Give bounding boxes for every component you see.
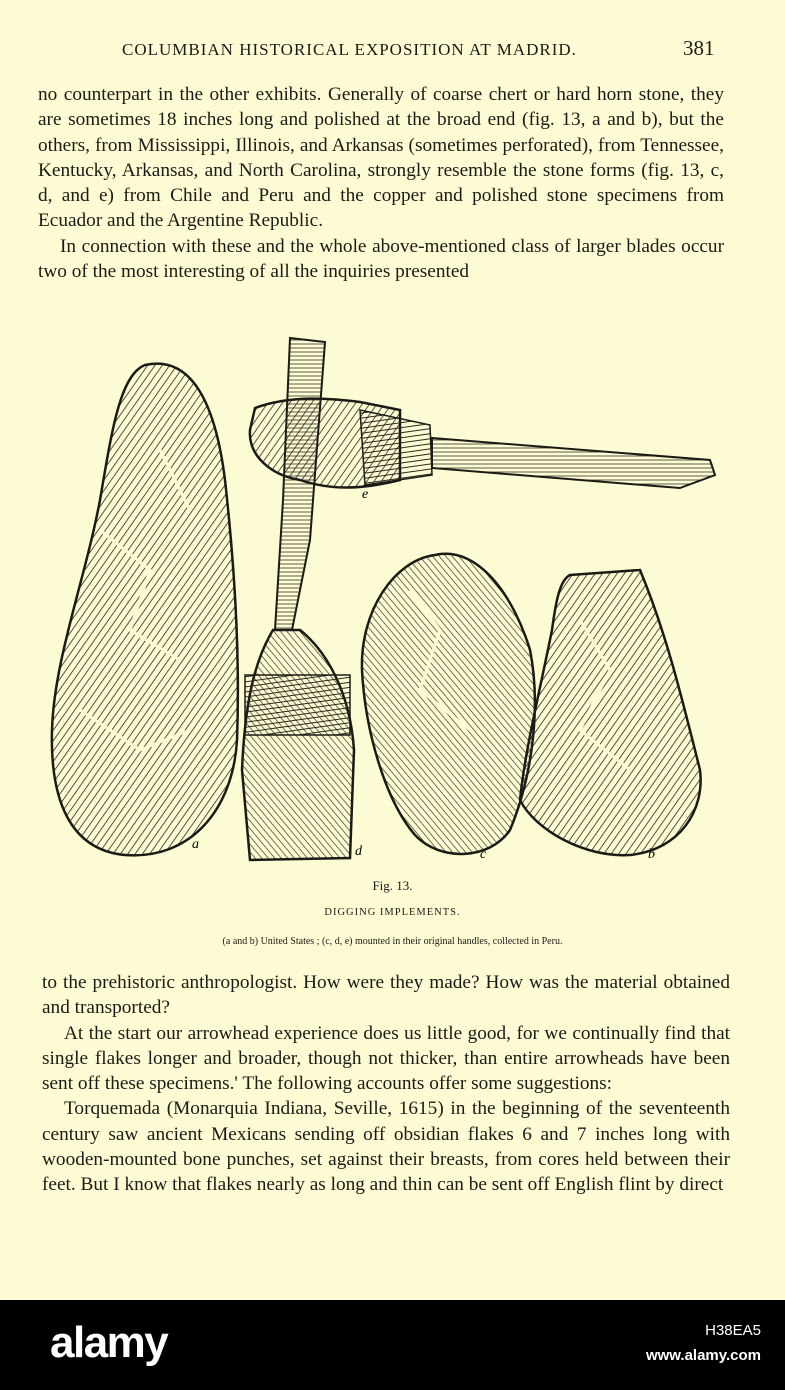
figure-title: DIGGING IMPLEMENTS. [324,907,461,918]
item-letter-c: c [480,847,487,862]
page-number: 381 [683,36,715,60]
paragraph: In connection with these and the whole above-mentioned class of larger blades occur two of the most interesting of all the inquiries presented [38,235,724,283]
paragraph: At the start our arrowhead experience does us little good, for we continually find that single flakes longer and broader, though not thicker, than entire arrowheads have been sent off these specimens.' The following accounts offer some suggestions: [42,1022,730,1095]
page-header [0,36,785,66]
watermark-logo: alamy [50,1318,168,1367]
item-letter-a: a [192,837,199,852]
paragraph-continuation: to the prehistoric anthropologist. How were they made? How was the material obtained and transported? [42,972,730,1019]
blade-c [362,554,535,854]
digging-implements-illustration [40,330,740,870]
paragraph: Torquemada (Monarquia Indiana, Seville, 1615) in the beginning of the seventeenth century saw ancient Mexicans sending off obsidian flakes 6 and 7 inches long with wooden-mounted bone punches, set against their breasts, from cores held between their feet. But I know that flakes nearly as long and thin can be sent off English flint by direct [42,1098,730,1196]
implement-e [250,399,715,488]
watermark-url: www.alamy.com [645,1347,761,1364]
running-title: COLUMBIAN HISTORICAL EXPOSITION AT MADRID. [122,40,577,59]
item-letter-e: e [362,487,369,502]
item-letter-b: b [648,847,655,862]
item-letter-d: d [355,844,362,859]
bottom-text-block [42,970,730,1198]
watermark-image-id: H38EA5 [705,1322,761,1339]
paragraph-continuation: no counterpart in the other exhibits. Generally of coarse chert or hard horn stone, they are sometimes 18 inches long and polished at the broad end (fig. 13, a and b), but the others, from Mississippi, Illinois, and Arkansas (sometimes perforated), from Tennessee, Kentucky, Arkansas, and North Carolina, strongly resemble the stone forms (fig. 13, c, d, and e) from Chile and Peru and the copper and polished stone specimens from Ecuador and the Argentine Republic. [38,84,724,232]
blade-a [52,364,238,856]
top-text-block [38,82,724,284]
blade-b [520,570,701,855]
figure-caption: (a and b) United States ; (c, d, e) mounted in their original handles, collected in Peru. [222,936,563,947]
figure-label: Fig. 13. [372,878,413,893]
